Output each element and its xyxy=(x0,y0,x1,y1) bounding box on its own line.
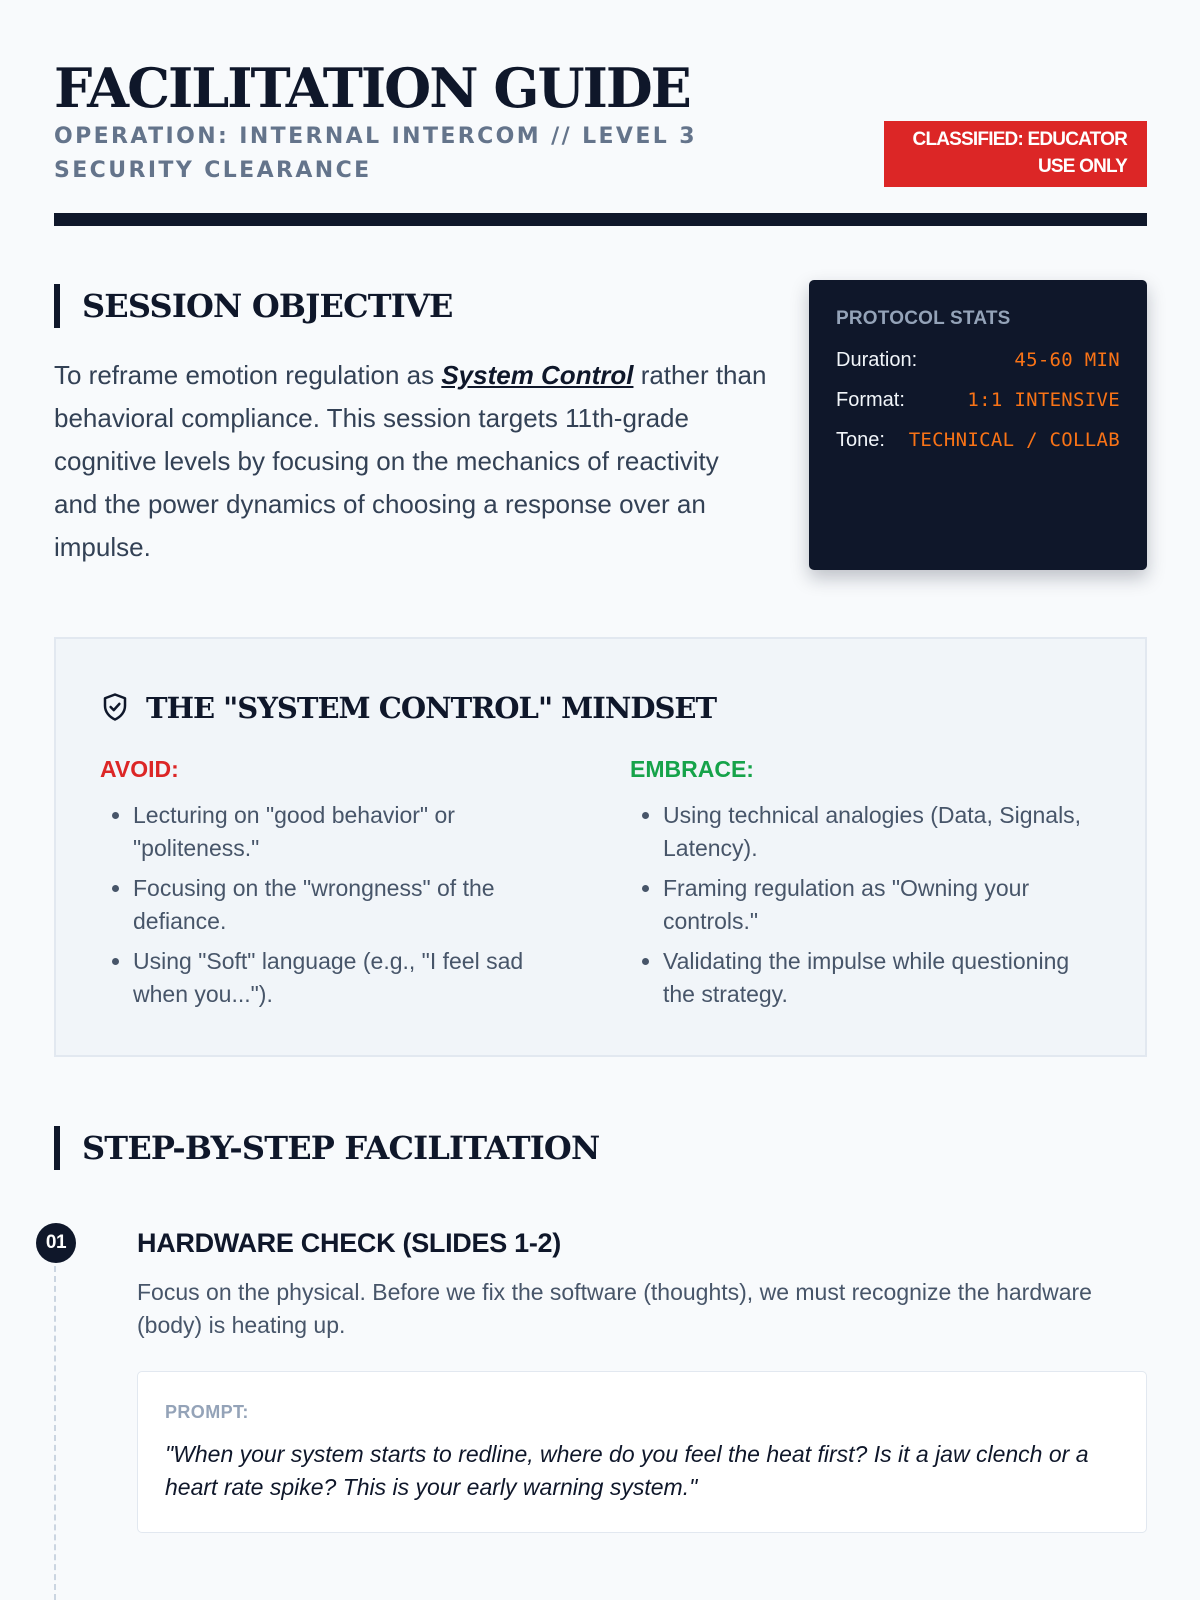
list-item: • Focusing on the "wrongness" of the defiance. xyxy=(133,872,570,938)
prompt-text: "When your system starts to redline, where do you feel the heat first? Is it a jaw clench or a heart rate spike? This is your early warning system." xyxy=(165,1441,1089,1500)
step-number-badge: 01 xyxy=(36,1223,76,1263)
avoid-heading: AVOID: xyxy=(100,756,179,782)
mindset-title: THE "SYSTEM CONTROL" MINDSET xyxy=(146,691,717,725)
mindset-panel xyxy=(54,637,1147,1057)
objective-text xyxy=(54,354,769,569)
embrace-column xyxy=(630,755,1100,1018)
stat-value: TECHNICAL / COLLAB xyxy=(908,429,1120,451)
facilitation-guide-page xyxy=(45,0,1147,1600)
list-item: • Lecturing on "good behavior" or "politeness." xyxy=(133,799,570,865)
list-item: • Framing regulation as "Owning your controls." xyxy=(663,872,1100,938)
objective-emphasis: System Control xyxy=(441,360,634,390)
stat-label: Duration: xyxy=(836,349,918,371)
avoid-column xyxy=(100,755,570,1018)
step-description: Focus on the physical. Before we fix the software (thoughts), we must recognize the hardware (body) is heating up. xyxy=(137,1279,1092,1338)
step-timeline-line xyxy=(54,1266,56,1600)
shield-check-icon xyxy=(100,692,130,722)
list-item: • Using "Soft" language (e.g., "I feel sad when you..."). xyxy=(133,945,570,1011)
objective-text-end: rather than behavioral compliance. This session targets 11th-grade cognitive levels by focusing on the mechanics of reactivity and the power dynamics of choosing a response over an impulse. xyxy=(54,360,767,562)
stat-row-tone xyxy=(836,429,1120,459)
step-title: HARDWARE CHECK (SLIDES 1-2) xyxy=(137,1228,561,1258)
classified-badge: CLASSIFIED: EDUCATOR USE ONLY xyxy=(884,121,1147,187)
prompt-label: PROMPT: xyxy=(165,1402,249,1422)
stat-label: Format: xyxy=(836,389,905,411)
list-item: • Using technical analogies (Data, Signals, Latency). xyxy=(663,799,1100,865)
page-subtitle: OPERATION: INTERNAL INTERCOM // LEVEL 3 SECURITY CLEARANCE xyxy=(54,124,697,183)
stat-value: 1:1 INTENSIVE xyxy=(967,389,1120,411)
protocol-stats-title: PROTOCOL STATS xyxy=(836,308,1011,329)
session-objective-heading: SESSION OBJECTIVE xyxy=(54,284,453,328)
stat-row-format xyxy=(836,389,1120,419)
embrace-heading: EMBRACE: xyxy=(630,756,754,782)
stat-value: 45-60 MIN xyxy=(1014,349,1120,371)
list-item: • Validating the impulse while questioning the strategy. xyxy=(663,945,1100,1011)
protocol-stats-card xyxy=(809,280,1147,570)
stat-label: Tone: xyxy=(836,429,885,451)
avoid-list xyxy=(100,799,570,1011)
header-divider xyxy=(54,213,1147,226)
stat-row-duration xyxy=(836,349,1120,379)
prompt-box xyxy=(137,1371,1147,1533)
step-by-step-heading: STEP-BY-STEP FACILITATION xyxy=(54,1126,599,1170)
embrace-list xyxy=(630,799,1100,1011)
objective-text-start: To reframe emotion regulation as xyxy=(54,360,442,390)
page-title: FACILITATION GUIDE xyxy=(54,56,690,120)
